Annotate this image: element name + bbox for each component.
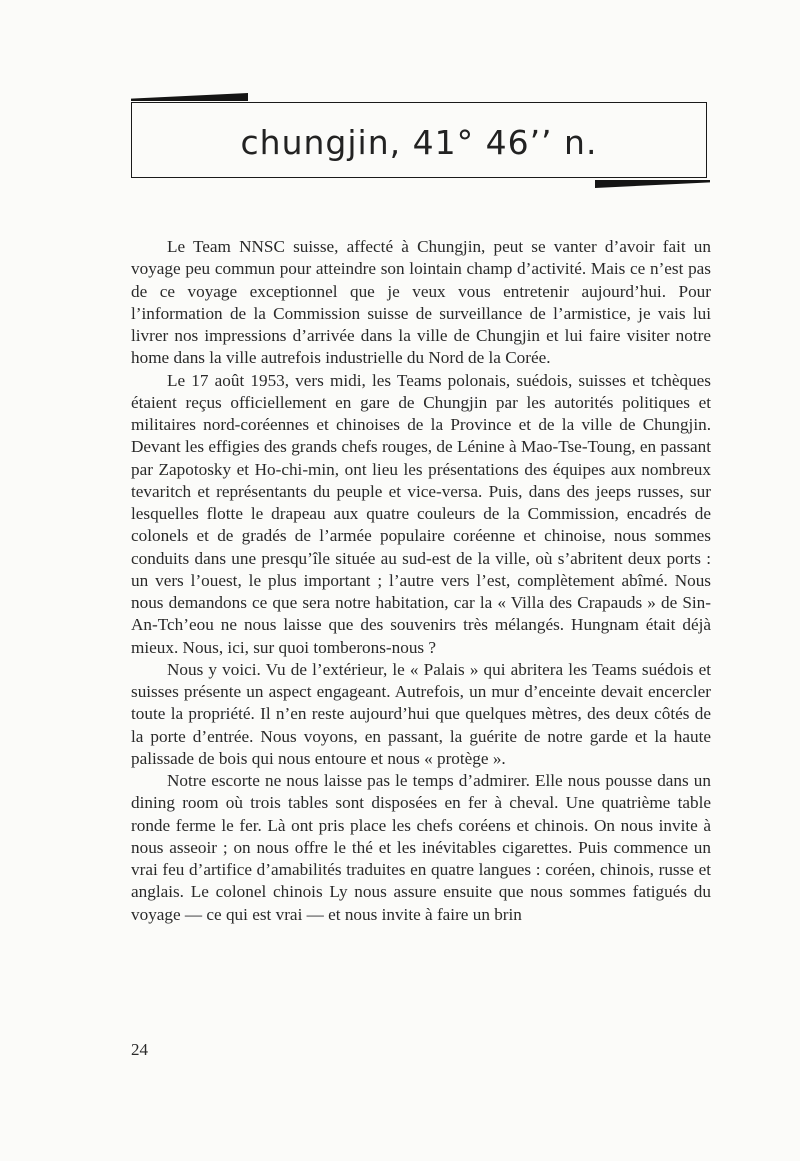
page-title: chungjin, 41° 46’’ n.: [240, 122, 598, 162]
paragraph: Le Team NNSC suisse, affecté à Chungjin, peut se vanter d’avoir fait un voyage peu commun pour atteindre son lointain champ d’activité. Mais ce n’est pas de ce voyage exceptionnel que je veux vous entretenir aujourd’hui. Pour l’information de la Commission suisse de surveillance de l’armistice, je vais lui livrer nos impressions d’arrivée dans la ville de Chungjin et lui faire visiter notre home dans la ville autrefois industrielle du Nord de la Corée.: [131, 237, 711, 368]
decorative-bar-top: [131, 93, 248, 101]
page-number: 24: [131, 1040, 148, 1059]
decorative-bar-bottom: [595, 180, 710, 188]
title-frame: [131, 102, 707, 178]
paragraph: Nous y voici. Vu de l’extérieur, le « Palais » qui abritera les Teams suédois et suisses présente un aspect engageant. Autrefois, un mur d’enceinte devait encercler toute la propriété. Il n’en reste aujourd’hui que quelques mètres, des deux côtés de la porte d’entrée. Nous voyons, en passant, la guérite de notre garde et la haute palissade de bois qui nous entoure et nous « protège ».: [131, 659, 711, 768]
paragraph: Notre escorte ne nous laisse pas le temps d’admirer. Elle nous pousse dans un dining room où trois tables sont disposées en fer à cheval. Une quatrième table ronde ferme le fer. Là ont pris place les chefs coréens et chinois. On nous invite à nous asseoir ; on nous offre le thé et les inévitables cigarettes. Puis commence un vrai feu d’artifice d’amabilités traduites en quatre langues : coréen, chinois, russe et anglais. Le colonel chinois Ly nous assure ensuite que nous sommes fatigués du voyage — ce qui est vrai — et nous invite à faire un brin: [131, 771, 711, 924]
paragraph: Le 17 août 1953, vers midi, les Teams polonais, suédois, suisses et tchèques étaient reçus officiellement en gare de Chungjin par les autorités politiques et militaires nord-coréennes et chinoises de la Province et de la ville de Chungjin. Devant les effigies des grands chefs rouges, de Lénine à Mao-Tse-Toung, en passant par Zapotosky et Ho-chi-min, ont lieu les présentations des équipes aux nombreux tevaritch et représentants du peuple et vice-versa. Puis, dans des jeeps russes, sur lesquelles flotte le drapeau aux quatre couleurs de la Commission, encadrés de colonels et de gradés de l’armée populaire coréenne et chinoise, nous sommes conduits dans une presqu’île située au sud-est de la ville, où s’abritent deux ports : un vers l’ouest, le plus important ; l’autre vers l’est, complètement abîmé. Nous nous demandons ce que sera notre habitation, car la « Villa des Crapauds » de Sin-An-Tch’eou ne nous laisse que des souvenirs très mélangés. Hungnam était déjà mieux. Nous, ici, sur quoi tomberons-nous ?: [131, 370, 711, 657]
article-body: [131, 236, 711, 926]
